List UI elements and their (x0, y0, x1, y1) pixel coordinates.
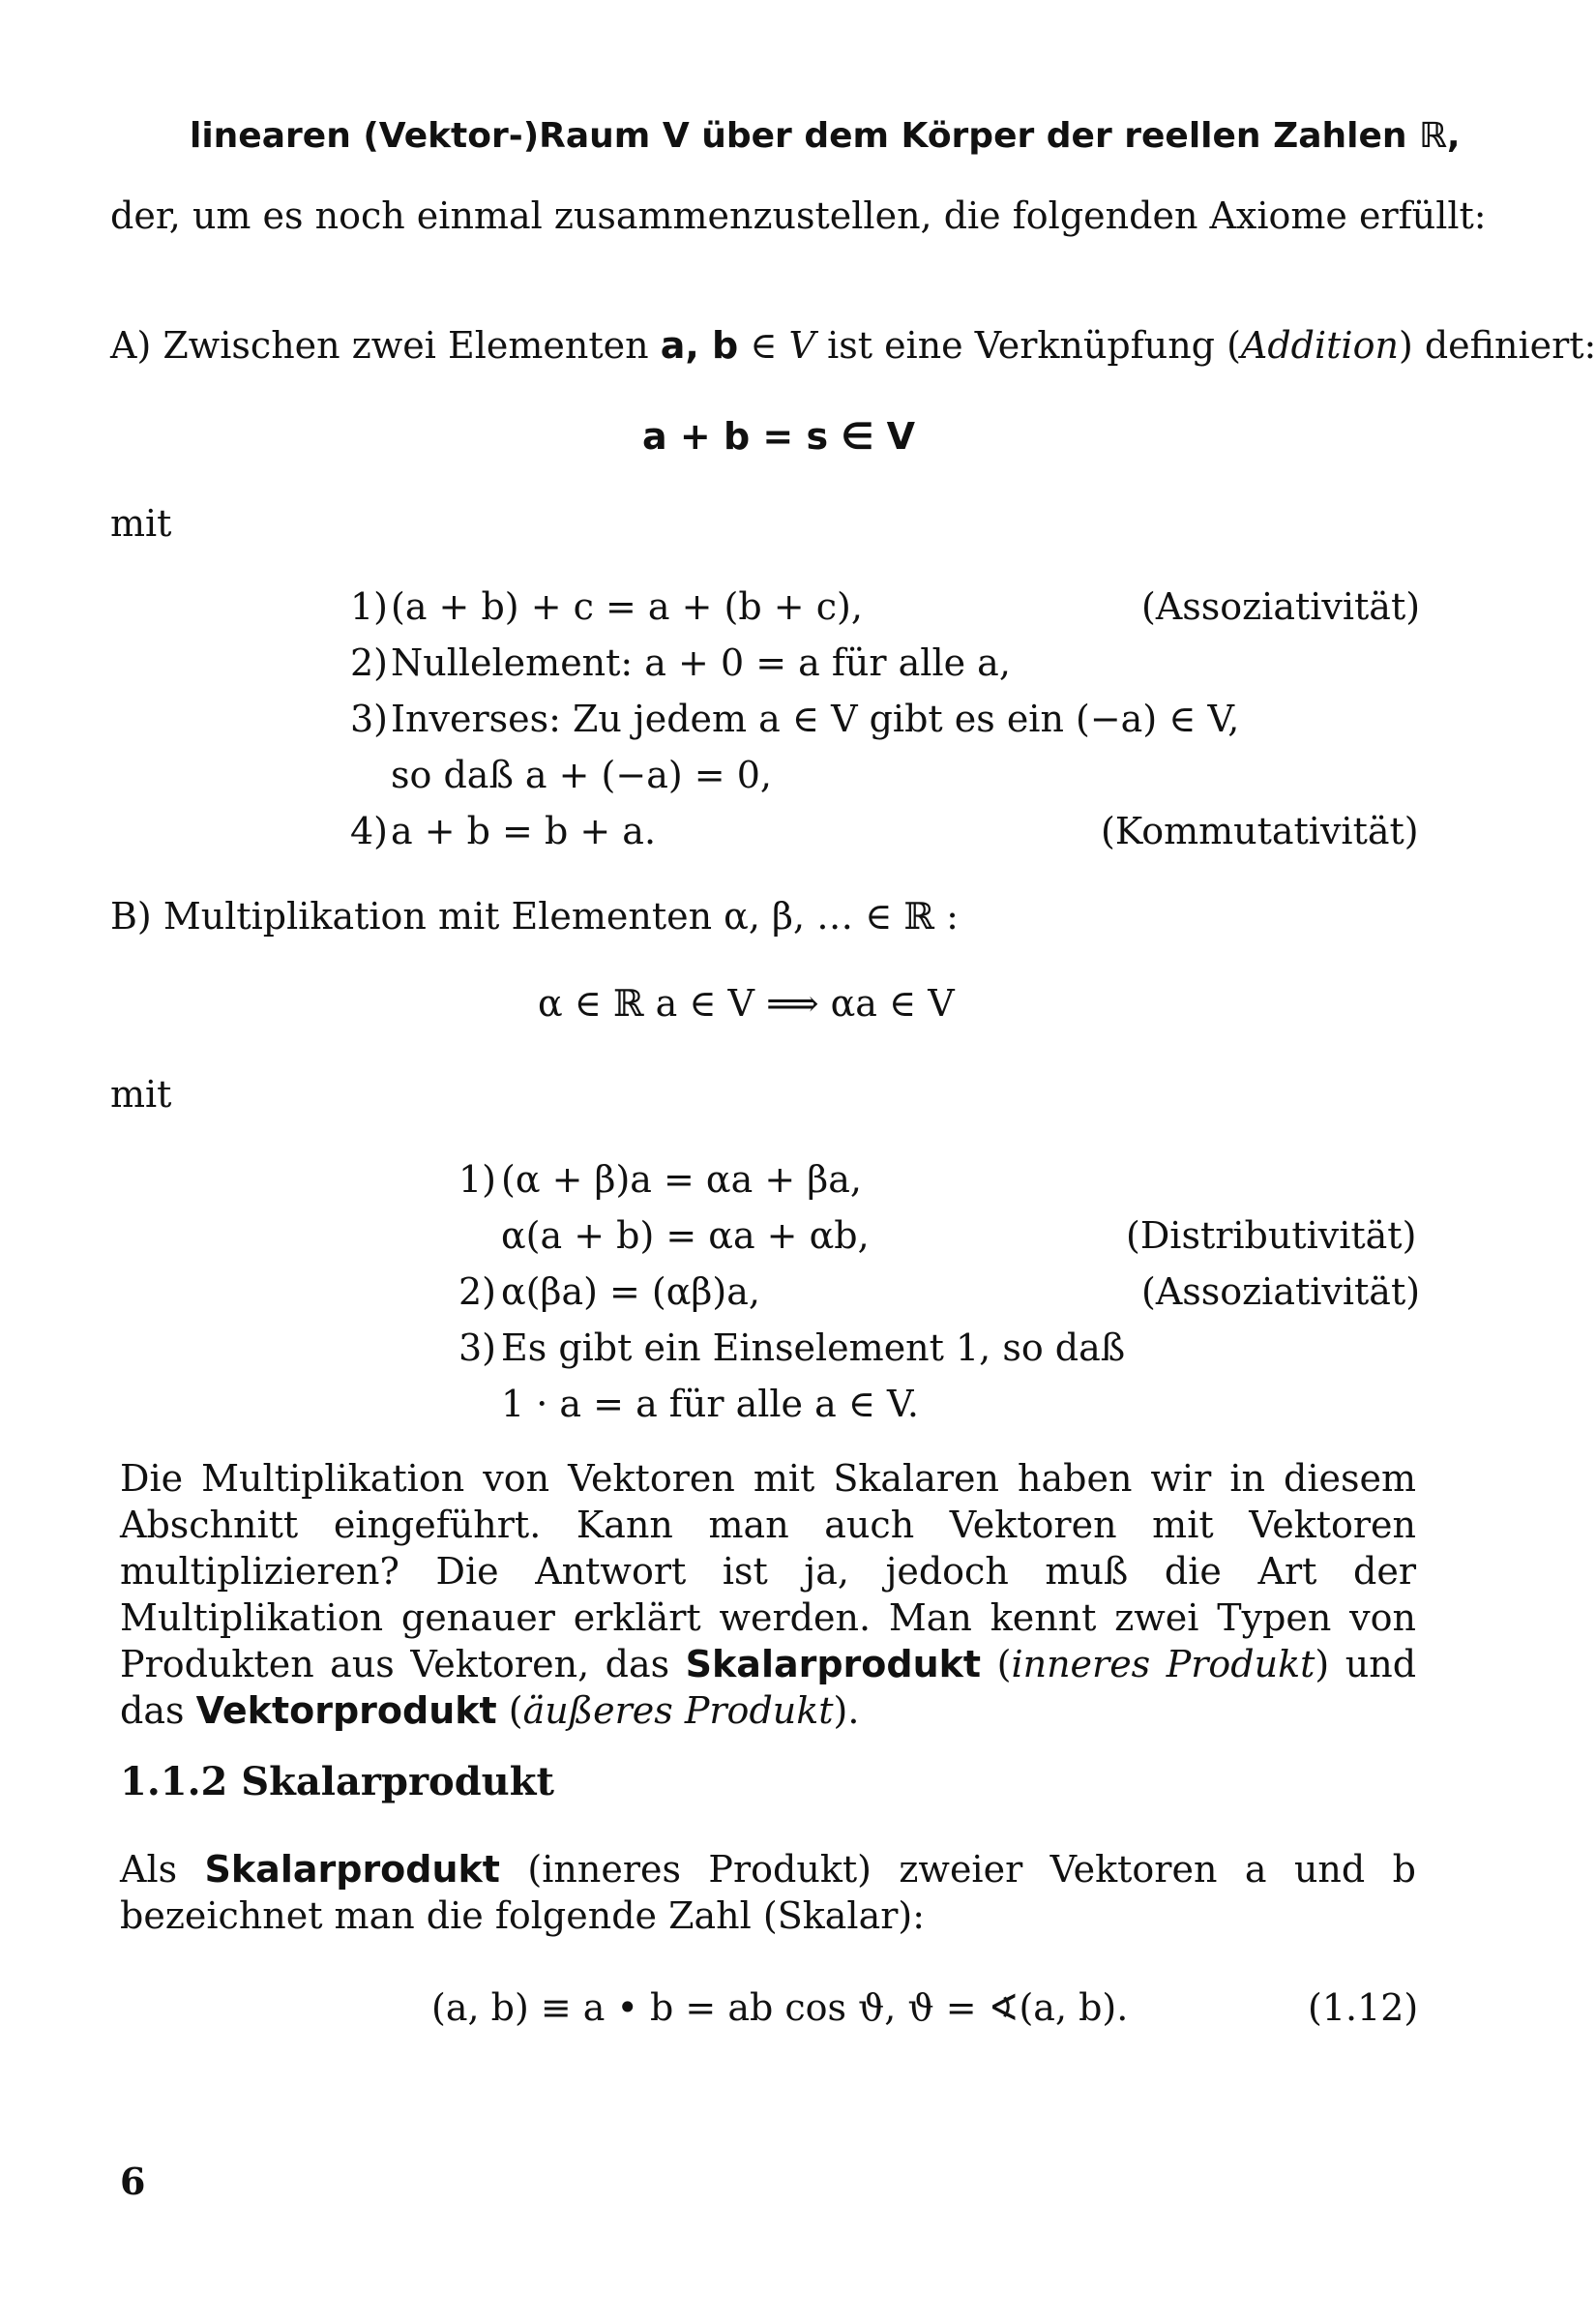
b-item-1-text: (α + β)a = αa + βa, (501, 1158, 862, 1201)
b-item-3-cont: 1 · a = a für alle a ∈ V. (501, 1383, 919, 1425)
definition-post: (inneres Produkt) zweier Vektoren a und b bezeichnet man die folgende Zahl (Skalar): (120, 1848, 1416, 1937)
b-item-1-cont: α(a + b) = αa + αb, (501, 1214, 870, 1257)
intro-bold-line: linearen (Vektor-)Raum V über dem Körper der reellen Zahlen ℝ, (190, 116, 1461, 156)
paragraph-text-2: ( (981, 1643, 1012, 1685)
section-a-intro (110, 323, 1596, 368)
section-a-emph: Addition (1240, 324, 1399, 367)
b-item-2-num: 2) (458, 1270, 497, 1313)
a-item-3-cont: so daß a + (−a) = 0, (391, 754, 772, 796)
section-a-label: A) Zwischen zwei Elementen (110, 324, 649, 367)
paragraph-text-3: ) und das (120, 1643, 1417, 1732)
paragraph-bold-skalarprodukt: Skalarprodukt (685, 1643, 982, 1685)
section-b-label: B) Multiplikation mit Elementen α, β, … ∈ ℝ : (110, 895, 959, 938)
section-a-formula: a + b = s ∈ V (642, 415, 915, 458)
a-item-3-num: 3) (350, 698, 389, 740)
a-item-4-note: (Kommutativität) (1101, 810, 1419, 852)
a-item-4-num: 4) (350, 810, 389, 852)
b-item-1-num: 1) (458, 1158, 497, 1201)
b-item-3-text: Es gibt ein Einselement 1, so daß (501, 1326, 1126, 1369)
a-item-1-text: (a + b) + c = a + (b + c), (391, 585, 863, 628)
paragraph-text-1: Die Multiplikation von Vektoren mit Skalaren haben wir in diesem Abschnitt eingeführt. Kann man auch Vektoren mit Vektoren multiplizieren? Die Antwort ist ja, jedoch muß die Art der Multiplikation genauer erklärt werden. Man kennt zwei Typen von Produkten aus Vektoren, das (120, 1457, 1416, 1685)
body-paragraph (120, 1455, 1416, 1734)
paragraph-text-4: ( (496, 1689, 523, 1732)
a-item-3-text: Inverses: Zu jedem a ∈ V gibt es ein (−a) ∈ V, (391, 698, 1240, 740)
definition-bold: Skalarprodukt (204, 1848, 500, 1891)
section-a-mit: mit (110, 502, 172, 545)
section-a-in-v: ∈ V (750, 324, 815, 367)
b-item-2-note: (Assoziativität) (1141, 1270, 1421, 1313)
definition-pre: Als (120, 1848, 205, 1891)
paragraph-text-5: ). (833, 1689, 860, 1732)
paragraph-italic-inneres: inneres Produkt (1011, 1643, 1315, 1685)
section-a-text2: ist eine Verknüpfung ( (827, 324, 1241, 367)
section-heading: 1.1.2 Skalarprodukt (120, 1759, 554, 1804)
definition-paragraph (120, 1846, 1416, 1939)
equation-formula: (a, b) ≡ a • b = ab cos ϑ, ϑ = ∢(a, b). (431, 1986, 1129, 2029)
page-number: 6 (120, 2160, 146, 2203)
section-b-mit: mit (110, 1073, 172, 1116)
b-item-3-num: 3) (458, 1326, 497, 1369)
paragraph-bold-vektorprodukt: Vektorprodukt (195, 1689, 497, 1732)
section-a-text3: ) definiert: (1398, 324, 1596, 367)
a-item-1-num: 1) (350, 585, 389, 628)
section-b-formula: α ∈ ℝ a ∈ V ⟹ αa ∈ V (538, 982, 955, 1025)
intro-line: der, um es noch einmal zusammenzustellen, die folgenden Axiome erfüllt: (110, 194, 1487, 237)
section-a-vars: a, b (660, 324, 739, 367)
equation-number: (1.12) (1308, 1986, 1419, 2029)
b-item-1-note: (Distributivität) (1126, 1214, 1417, 1257)
a-item-2-num: 2) (350, 641, 389, 684)
a-item-1-note: (Assoziativität) (1141, 585, 1421, 628)
b-item-2-text: α(βa) = (αβ)a, (501, 1270, 760, 1313)
paragraph-italic-aeusseres: äußeres Produkt (522, 1689, 834, 1732)
a-item-4-text: a + b = b + a. (391, 810, 657, 852)
a-item-2-text: Nullelement: a + 0 = a für alle a, (391, 641, 1011, 684)
